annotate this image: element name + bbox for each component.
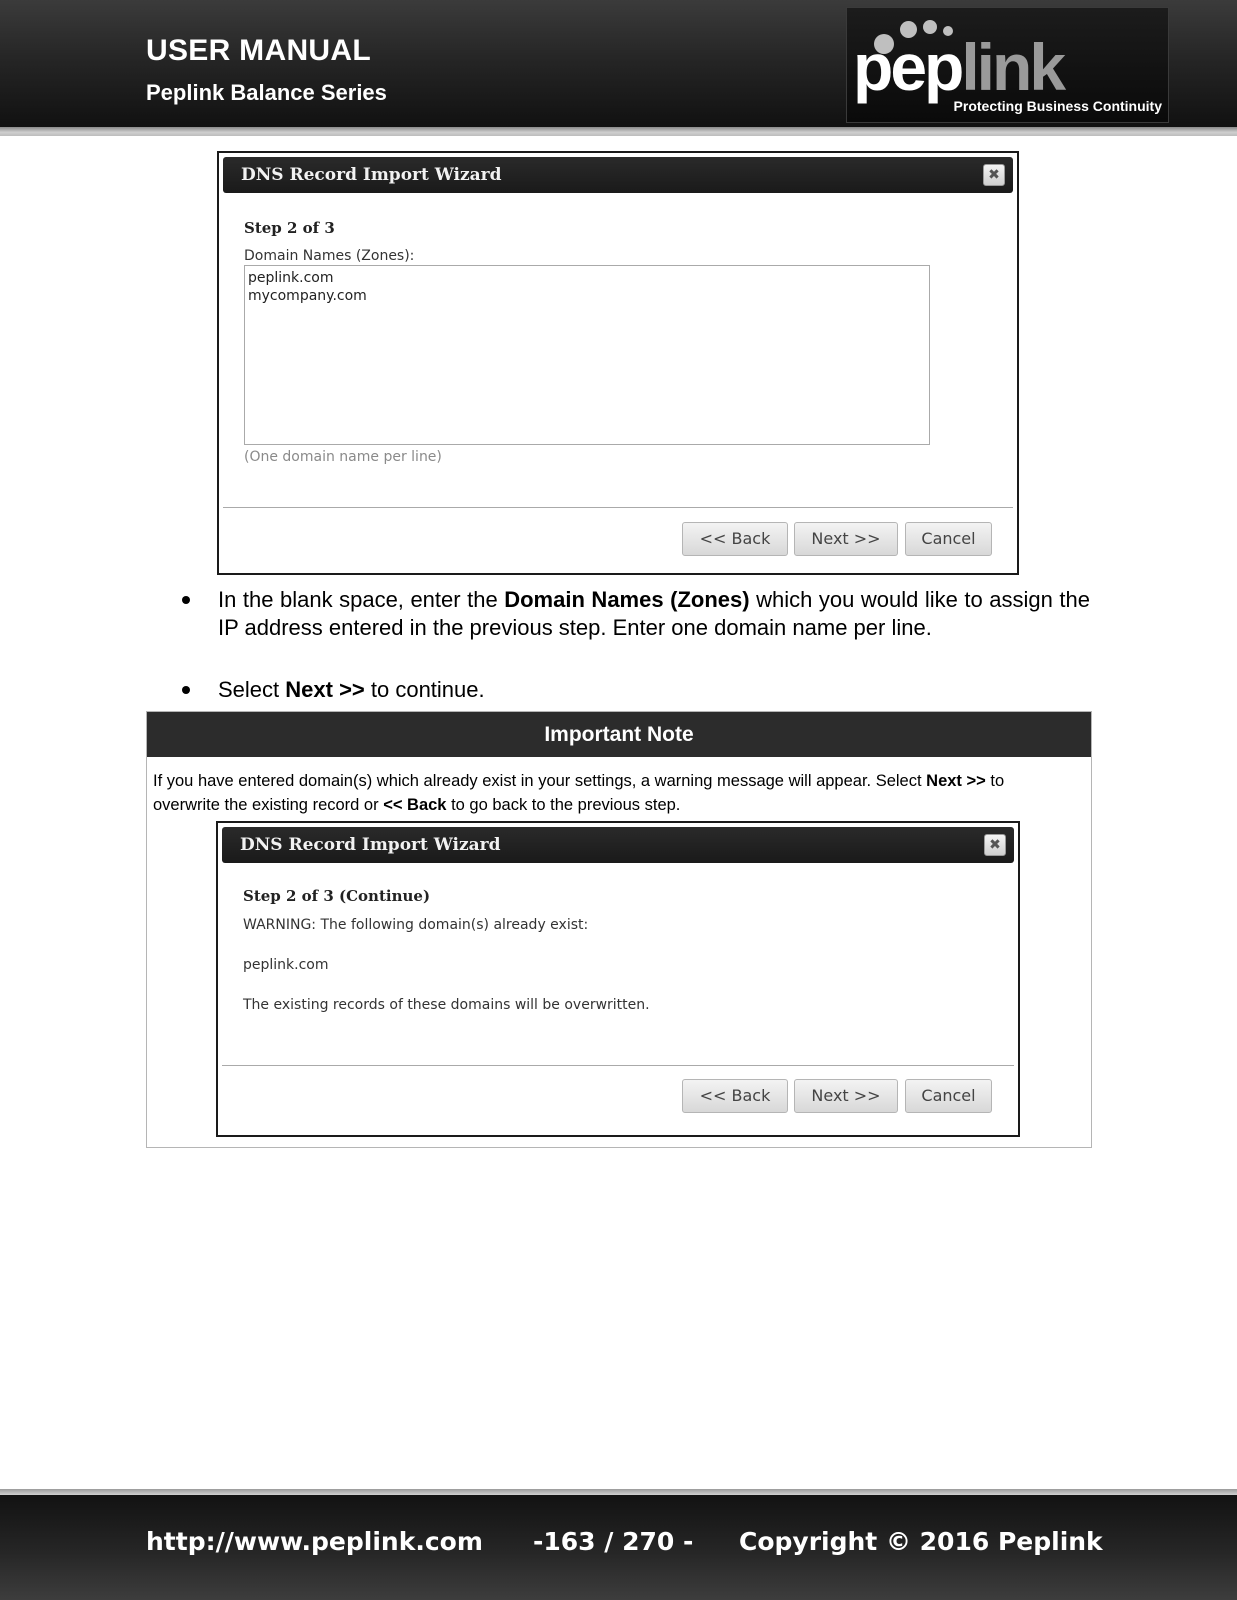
- instruction-bullet-2: Select Next >> to continue.: [218, 677, 485, 702]
- important-note-heading: Important Note: [147, 712, 1091, 757]
- footer-copyright: Copyright © 2016 Peplink: [739, 1527, 1103, 1556]
- instruction-bullet-1: In the blank space, enter the Domain Names (Zones) which you would like to assign the IP address entered in the previous step. Enter one domain name per line.: [218, 587, 1090, 640]
- logo-wordmark: peplink: [853, 30, 1064, 104]
- manual-title: USER MANUAL: [146, 34, 371, 67]
- page-header: [0, 0, 1237, 127]
- bullet-icon: [182, 596, 190, 604]
- wizard-titlebar: [223, 157, 1013, 193]
- dns-import-wizard-warning: [216, 821, 1020, 1137]
- wizard-step-label: Step 2 of 3: [244, 219, 335, 237]
- page-footer: [0, 1495, 1237, 1600]
- warning-text: WARNING: The following domain(s) already exist:: [243, 917, 589, 933]
- wizard-footer-divider: [223, 507, 1013, 508]
- existing-domain: peplink.com: [243, 957, 329, 973]
- peplink-logo: [846, 7, 1169, 123]
- domain-names-term: Domain Names (Zones): [504, 587, 750, 612]
- wizard-footer-divider: [222, 1065, 1014, 1066]
- cancel-button[interactable]: Cancel: [905, 1079, 992, 1113]
- domain-names-textarea[interactable]: [244, 265, 930, 445]
- manual-subtitle: Peplink Balance Series: [146, 80, 387, 105]
- wizard-step-label: Step 2 of 3 (Continue): [243, 887, 431, 905]
- footer-url: http://www.peplink.com: [146, 1527, 483, 1556]
- domain-line: peplink.com: [248, 270, 334, 286]
- overwrite-message: The existing records of these domains will be overwritten.: [243, 997, 650, 1013]
- domain-hint: (One domain name per line): [244, 449, 442, 465]
- dns-import-wizard-step2: [217, 151, 1019, 575]
- wizard-title: DNS Record Import Wizard: [240, 835, 501, 855]
- wizard-title: DNS Record Import Wizard: [241, 165, 502, 185]
- important-note-box: [146, 711, 1092, 1148]
- cancel-button[interactable]: Cancel: [905, 522, 992, 556]
- close-icon[interactable]: ✖: [983, 164, 1005, 186]
- next-button[interactable]: Next >>: [794, 522, 898, 556]
- back-button[interactable]: << Back: [682, 1079, 788, 1113]
- logo-tagline: Protecting Business Continuity: [953, 98, 1162, 114]
- next-term: Next >>: [285, 677, 365, 702]
- close-icon[interactable]: ✖: [984, 834, 1006, 856]
- header-divider: [0, 127, 1237, 136]
- domain-line: mycompany.com: [248, 288, 367, 304]
- page-number: -163 / 270 -: [533, 1527, 694, 1556]
- wizard-titlebar: [222, 827, 1014, 863]
- next-button[interactable]: Next >>: [794, 1079, 898, 1113]
- important-note-text: If you have entered domain(s) which already exist in your settings, a warning message will appear. Select Next >> to overwrite the existing record or << Back to go back to the previous step.: [153, 772, 1005, 814]
- domain-names-label: Domain Names (Zones):: [244, 248, 415, 264]
- back-button[interactable]: << Back: [682, 522, 788, 556]
- bullet-icon: [182, 686, 190, 694]
